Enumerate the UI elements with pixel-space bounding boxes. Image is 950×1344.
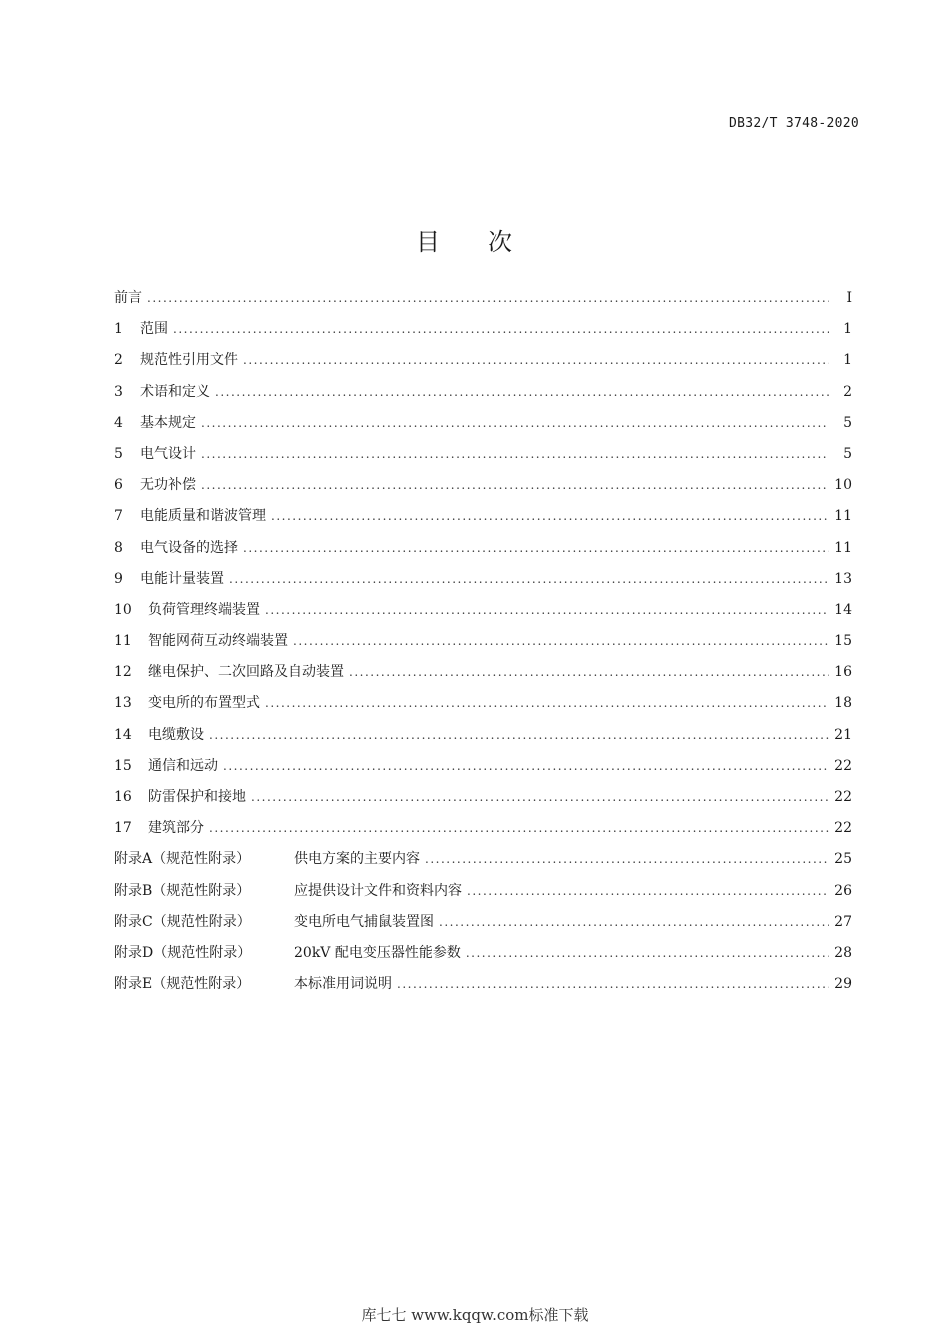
dot-leader — [201, 447, 829, 461]
dot-leader — [439, 915, 829, 929]
toc-entry-label: 电气设计 — [140, 445, 196, 462]
toc-entry-number: 14 — [114, 726, 132, 743]
toc-entry-label: 本标准用词说明 — [294, 976, 392, 993]
toc-entry-number: 8 — [114, 539, 123, 556]
toc-appendix-e[interactable] — [114, 973, 852, 1004]
toc-appendix-d[interactable] — [114, 942, 852, 973]
toc-entry-label: 电能质量和谐波管理 — [140, 508, 266, 525]
toc-entry-page: 11 — [834, 508, 852, 525]
dot-leader — [209, 728, 829, 742]
dot-leader — [466, 946, 829, 960]
toc-entry-number: 10 — [114, 601, 132, 618]
toc-entry-label: 电缆敷设 — [148, 726, 204, 743]
toc-entry-page: 18 — [834, 695, 852, 712]
table-of-contents — [114, 287, 852, 1004]
toc-entry-number: 12 — [114, 664, 132, 681]
footer-watermark: 库七七 www.kqqw.com标准下载 — [361, 1306, 589, 1324]
toc-entry-page: I — [846, 290, 852, 306]
toc-entry[interactable] — [114, 349, 852, 380]
dot-leader — [293, 634, 829, 648]
document-code: DB32/T 3748-2020 — [728, 116, 859, 131]
toc-entry-number: 2 — [114, 352, 123, 369]
dot-leader — [425, 852, 829, 866]
dot-leader — [271, 509, 829, 523]
toc-entry-number: 13 — [114, 695, 132, 712]
toc-entry-label: 基本规定 — [140, 414, 196, 431]
toc-entry-page: 15 — [834, 633, 852, 650]
toc-entry-page: 22 — [834, 820, 852, 837]
toc-entry[interactable] — [114, 412, 852, 443]
appendix-prefix: 附录E（规范性附录） — [114, 976, 251, 993]
toc-appendix-a[interactable] — [114, 848, 852, 879]
toc-entry-foreword[interactable] — [114, 287, 852, 318]
toc-entry-page: 10 — [834, 477, 852, 494]
toc-entry-page: 14 — [834, 601, 852, 618]
dot-leader — [265, 603, 829, 617]
toc-entry-page: 11 — [834, 539, 852, 556]
dot-leader — [223, 759, 829, 773]
toc-entry-label: 前言 — [114, 290, 142, 306]
toc-entry-number: 3 — [114, 383, 123, 400]
toc-entry-page: 22 — [834, 789, 852, 805]
toc-entry-label: 负荷管理终端装置 — [148, 601, 260, 618]
dot-leader — [201, 416, 829, 430]
toc-entry-page: 1 — [843, 352, 852, 369]
dot-leader — [397, 977, 829, 991]
toc-entry-number: 11 — [114, 633, 132, 650]
toc-entry-page: 28 — [834, 944, 852, 961]
toc-entry[interactable] — [114, 505, 852, 536]
toc-entry[interactable] — [114, 661, 852, 692]
toc-entry-page: 25 — [834, 851, 852, 868]
toc-entry-label: 变电所的布置型式 — [148, 695, 260, 712]
dot-leader — [349, 665, 829, 679]
toc-entry-number: 15 — [114, 757, 132, 774]
toc-entry-label: 变电所电气捕鼠装置图 — [294, 913, 434, 930]
toc-entry-page: 5 — [843, 414, 852, 431]
toc-entry-number: 7 — [114, 508, 123, 525]
dot-leader — [201, 478, 829, 492]
dot-leader — [229, 572, 829, 586]
toc-entry[interactable] — [114, 692, 852, 723]
toc-entry-page: 29 — [834, 976, 852, 993]
toc-entry-label: 防雷保护和接地 — [148, 789, 246, 805]
appendix-prefix: 附录D（规范性附录） — [114, 944, 252, 961]
toc-entry-page: 26 — [834, 882, 852, 899]
toc-entry-number: 4 — [114, 414, 123, 431]
toc-entry-page: 16 — [834, 664, 852, 681]
toc-entry-page: 27 — [834, 913, 852, 930]
dot-leader — [243, 541, 829, 555]
dot-leader — [251, 790, 829, 804]
appendix-prefix: 附录C（规范性附录） — [114, 913, 251, 930]
toc-entry[interactable] — [114, 786, 852, 817]
toc-entry[interactable] — [114, 817, 852, 848]
toc-entry-number: 5 — [114, 445, 123, 462]
toc-entry-label: 通信和远动 — [148, 757, 218, 774]
toc-entry[interactable] — [114, 381, 852, 412]
toc-entry[interactable] — [114, 599, 852, 630]
toc-entry-number: 16 — [114, 789, 132, 805]
dot-leader — [173, 322, 829, 336]
toc-entry-label: 电能计量装置 — [140, 570, 224, 587]
toc-entry[interactable] — [114, 474, 852, 505]
toc-entry-number: 1 — [114, 321, 123, 338]
toc-entry-page: 5 — [843, 445, 852, 462]
dot-leader — [215, 385, 829, 399]
appendix-prefix: 附录B（规范性附录） — [114, 882, 251, 899]
toc-entry[interactable] — [114, 724, 852, 755]
toc-appendix-c[interactable] — [114, 911, 852, 942]
toc-entry[interactable] — [114, 443, 852, 474]
toc-entry[interactable] — [114, 568, 852, 599]
toc-entry-label: 供电方案的主要内容 — [294, 851, 420, 868]
toc-entry-label: 建筑部分 — [148, 820, 204, 837]
toc-entry-label: 电气设备的选择 — [140, 539, 238, 556]
toc-entry-label: 无功补偿 — [140, 477, 196, 494]
dot-leader — [243, 353, 829, 367]
toc-entry-label: 范围 — [140, 321, 168, 338]
toc-appendix-b[interactable] — [114, 880, 852, 911]
toc-entry[interactable] — [114, 537, 852, 568]
toc-entry-label: 继电保护、二次回路及自动装置 — [148, 664, 344, 681]
toc-entry-page: 1 — [843, 321, 852, 338]
toc-entry-page: 13 — [834, 570, 852, 587]
toc-entry-label: 规范性引用文件 — [140, 352, 238, 369]
dot-leader — [209, 821, 829, 835]
toc-entry-label: 应提供设计文件和资料内容 — [294, 882, 462, 899]
toc-entry[interactable] — [114, 318, 852, 349]
toc-entry[interactable] — [114, 630, 852, 661]
toc-entry-number: 9 — [114, 570, 123, 587]
toc-entry[interactable] — [114, 755, 852, 786]
toc-entry-number: 6 — [114, 477, 123, 494]
dot-leader — [467, 884, 829, 898]
toc-entry-page: 2 — [843, 383, 852, 400]
page-title: 目次 — [416, 228, 560, 257]
dot-leader — [265, 696, 829, 710]
appendix-prefix: 附录A（规范性附录） — [114, 851, 251, 868]
toc-entry-page: 21 — [834, 726, 852, 743]
toc-entry-page: 22 — [834, 757, 852, 774]
toc-entry-number: 17 — [114, 820, 132, 837]
toc-entry-label: 智能网荷互动终端装置 — [148, 633, 288, 650]
toc-entry-label: 术语和定义 — [140, 383, 210, 400]
toc-entry-label: 20kV 配电变压器性能参数 — [294, 944, 461, 961]
dot-leader — [147, 291, 829, 305]
